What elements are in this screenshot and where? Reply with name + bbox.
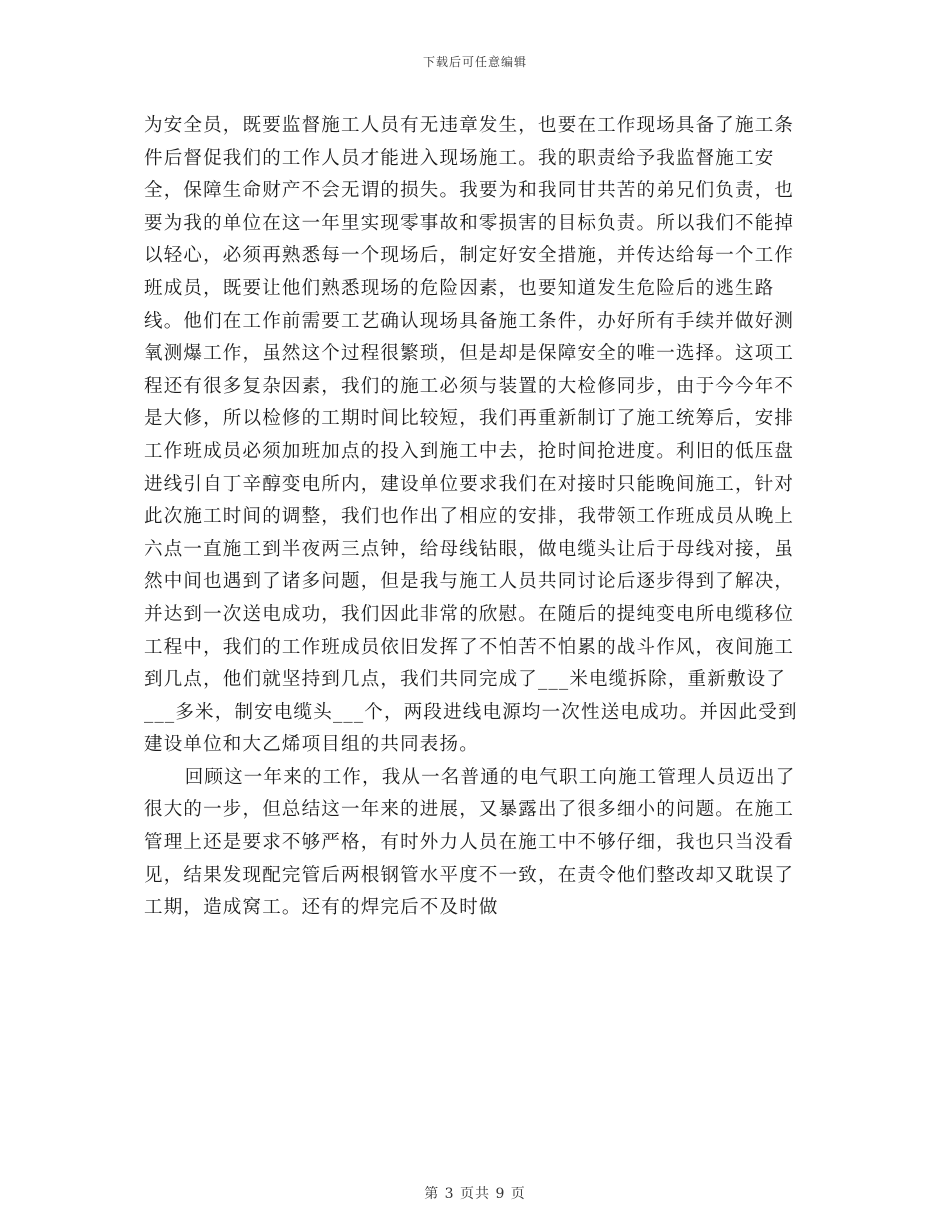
page-header: 下载后可任意编辑 xyxy=(422,55,527,69)
body-paragraph-1: 为安全员，既要监督施工人员有无违章发生，也要在工作现场具备了施工条件后督促我们的工作人员才能进入现场施工。我的职责给予我监督施工安全，保障生命财产不会无谓的损失。我要为和我同甘共苦的弟兄们负责，也要为我的单位在这一年里实现零事故和零损害的目标负责。所以我们不能掉以轻心，必须再熟悉每一个现场后，制定好安全措施，并传达给每一个工作班成员，既要让他们熟悉现场的危险因素，也要知道发生危险后的逃生路线。他们在工作前需要工艺确认现场具备施工条件，办好所有手续并做好测氧测爆工作，虽然这个过程很繁琐，但是却是保障安全的唯一选择。这项工程还有很多复杂因素，我们的施工必须与装置的大检修同步，由于今今年不是大修，所以检修的工期时间比较短，我们再重新制订了施工统筹后，安排工作班成员必须加班加点的投入到施工中去，抢时间抢进度。利旧的低压盘进线引自丁辛醇变电所内，建设单位要求我们在对接时只能晚间施工，针对此次施工时间的调整，我们也作出了相应的安排，我带领工作班成员从晚上六点一直施工到半夜两三点钟，给母线钻眼，做电缆头让后于母线对接，虽然中间也遇到了诸多问题，但是我与施工人员共同讨论后逐步得到了解决，并达到一次送电成功，我们因此非常的欣慰。在随后的提纯变电所电缆移位工程中，我们的工作班成员依旧发挥了不怕苦不怕累的战斗作风，夜间施工到几点，他们就坚持到几点，我们共同完成了___米电缆拆除，重新敷设了___多米，制安电缆头___个，两段进线电源均一次性送电成功。并因此受到建设单位和大乙烯项目组的共同表扬。 xyxy=(144,115,798,756)
document-body xyxy=(144,110,806,925)
body-paragraph-2: 回顾这一年来的工作，我从一名普通的电气职工向施工管理人员迈出了很大的一步，但总结这一年来的进展，又暴露出了很多细小的问题。在施工管理上还是要求不够严格，有时外力人员在施工中不够仔细，我也只当没看见，结果发现配完管后两根钢管水平度不一致，在责令他们整改却又耽误了工期，造成窝工。还有的焊完后不及时做 xyxy=(144,766,796,919)
page-footer: 第 3 页共 9 页 xyxy=(424,1186,526,1202)
